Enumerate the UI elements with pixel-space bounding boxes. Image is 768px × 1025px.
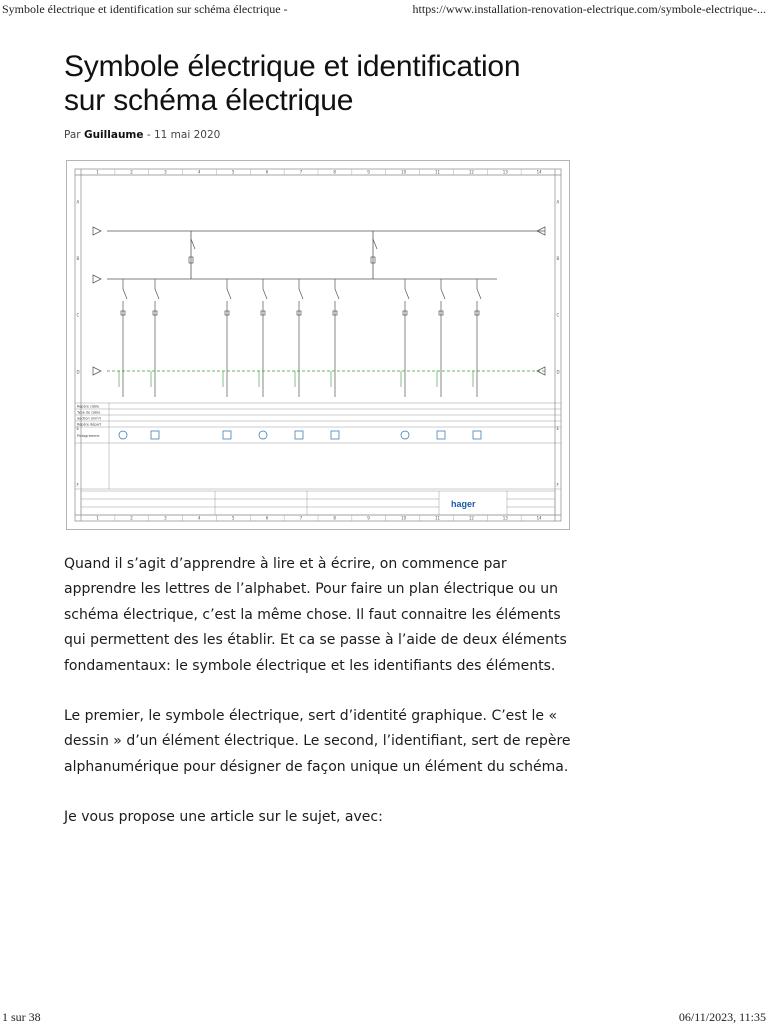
paragraph-3: Je vous propose une article sur le sujet, avec: (64, 809, 383, 826)
title-line-1: Symbole électrique et identification (64, 50, 521, 83)
print-header (0, 0, 768, 20)
row-letter-right: A (556, 199, 560, 205)
ruler-top-label: 4 (198, 169, 201, 175)
ruler-bottom-label: 12 (468, 515, 474, 521)
row-letter-right: C (556, 312, 560, 318)
row-letter-left: E (76, 426, 80, 431)
table-row-label: Section (mm²) (77, 416, 102, 421)
page-count: 1 sur 38 (2, 1010, 41, 1024)
meta-separator: - (146, 129, 151, 141)
article-title (64, 50, 574, 118)
row-letter-left: C (76, 312, 80, 318)
table-row-label: Repère départ (77, 422, 102, 427)
article-header (64, 50, 574, 145)
row-letter-left: D (76, 369, 80, 375)
ruler-top-label: 5 (231, 169, 235, 175)
meta-prefix: Par (64, 129, 81, 141)
ruler-bottom-label: 5 (231, 515, 235, 521)
author-link[interactable]: Guillaume (83, 129, 144, 141)
ruler-top-label: 12 (468, 169, 474, 175)
print-header-url: https://www.installation-renovation-electrique.com/symbole-electrique-... (412, 2, 766, 16)
ruler-bottom-label: 11 (435, 515, 441, 521)
ruler-bottom-label: 6 (265, 515, 269, 521)
ruler-bottom-label: 14 (536, 515, 542, 521)
electrical-schema-image (66, 160, 570, 530)
ruler-top-label: 13 (502, 169, 508, 175)
article-meta (64, 129, 574, 145)
row-letter-left: A (76, 199, 80, 205)
row-letter-left: B (76, 256, 80, 261)
ruler-top-label: 9 (367, 169, 370, 175)
print-footer (0, 1008, 768, 1024)
ruler-top-label: 6 (265, 169, 269, 175)
ruler-bottom-label: 13 (502, 515, 508, 521)
title-line-2: sur schéma électrique (64, 84, 354, 117)
article-body (64, 552, 574, 856)
ruler-top-label: 3 (164, 169, 167, 175)
ruler-top-label: 2 (130, 169, 133, 175)
ruler-top-label: 11 (435, 169, 441, 175)
row-letter-left: F (76, 482, 79, 488)
paragraph-2: Le premier, le symbole électrique, sert d’identité graphique. C’est le « dessin » d’un élément électrique. Le second, l’identifiant, sert de repère alphanumérique pour désigner de façon unique un élément du schéma. (64, 708, 571, 775)
row-letter-right: B (556, 256, 560, 261)
ruler-top-label: 8 (333, 169, 336, 175)
row-letter-right: E (556, 426, 560, 431)
ruler-top-label: 1 (96, 169, 99, 175)
row-letter-right: D (556, 369, 560, 375)
ruler-bottom-label: 2 (130, 515, 133, 521)
ruler-bottom-label: 4 (198, 515, 201, 521)
paragraph-1: Quand il s’agit d’apprendre à lire et à écrire, on commence par apprendre les lettres de l’alphabet. Pour faire un plan électrique ou un schéma électrique, c’est la même chose. Il faut connaitre les éléments qui permettent des les établir. Et ca se passe à l’aide de deux éléments fondamentaux: le symbole électrique et les identifiants des éléments. (64, 556, 567, 674)
ruler-bottom-label: 3 (164, 515, 167, 521)
print-datetime: 06/11/2023, 11:35 (678, 1010, 766, 1024)
ruler-bottom-label: 7 (299, 515, 303, 521)
ruler-bottom-label: 8 (333, 515, 336, 521)
ruler-bottom-label: 10 (401, 515, 407, 521)
table-row-label: Pictogramme (77, 434, 100, 438)
table-row-label: Repère câble (77, 404, 100, 409)
ruler-top-label: 7 (299, 169, 303, 175)
row-letter-right: F (556, 482, 559, 488)
publish-date: 11 mai 2020 (153, 129, 221, 141)
ruler-top-label: 14 (536, 169, 542, 175)
schema-drawing (67, 161, 569, 529)
ruler-bottom-label: 1 (96, 515, 99, 521)
table-row-label: Type de câble (77, 410, 101, 415)
hager-logo: hager (451, 499, 476, 509)
ruler-bottom-label: 9 (367, 515, 370, 521)
print-header-title: Symbole électrique et identification sur schéma électrique - (2, 2, 288, 16)
ruler-top-label: 10 (401, 169, 407, 175)
